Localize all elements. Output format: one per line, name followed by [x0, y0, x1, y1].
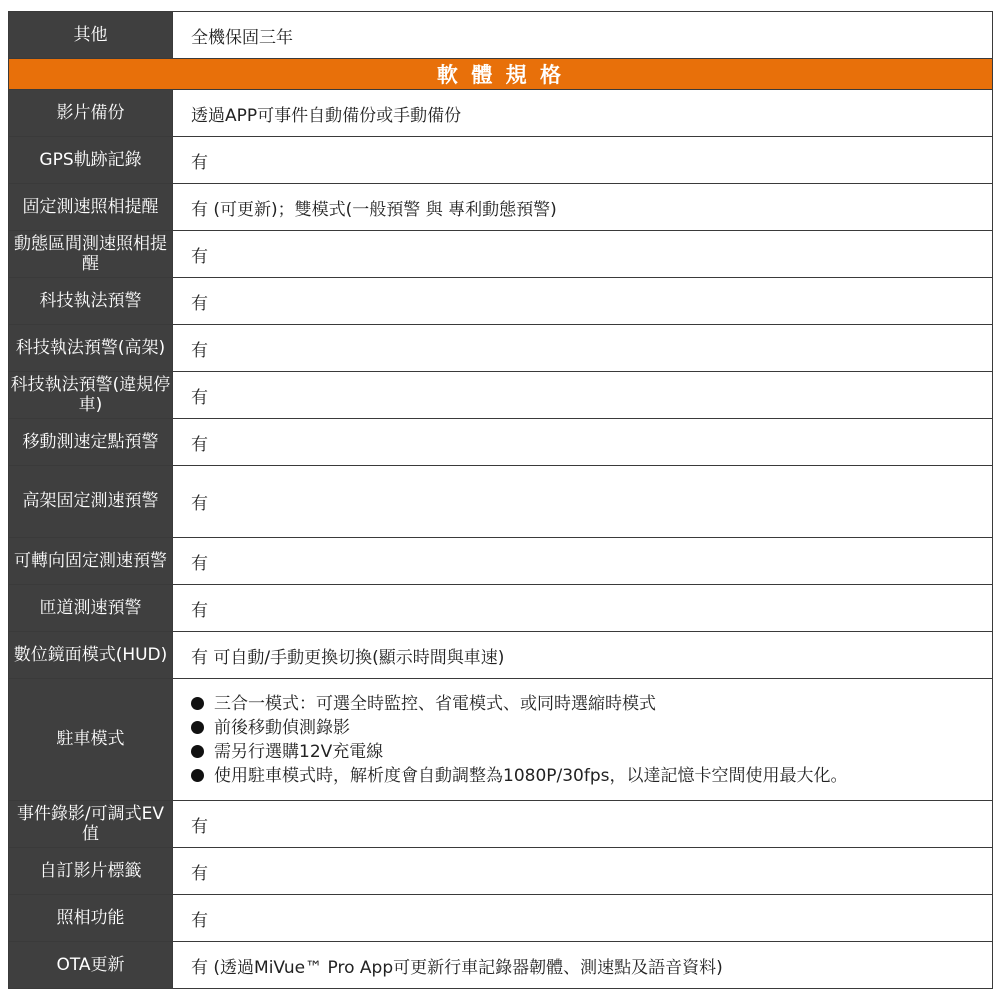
row-value: 有	[173, 848, 993, 895]
table-row	[9, 419, 993, 466]
row-value: 有 (透過MiVue™ Pro App可更新行車記錄器韌體、測速點及語音資料)	[173, 942, 993, 989]
section-header-row	[9, 59, 993, 90]
bullet-text: 三合一模式：可選全時監控、省電模式、或同時選縮時模式	[214, 693, 656, 714]
row-value: 透過APP可事件自動備份或手動備份	[173, 90, 993, 137]
bullet-text: 需另行選購12V充電線	[214, 741, 384, 762]
list-item	[191, 716, 992, 740]
bullet-icon	[191, 721, 204, 734]
table-row	[9, 895, 993, 942]
table-row	[9, 231, 993, 278]
bullet-icon	[191, 697, 204, 710]
row-label: 匝道測速預警	[9, 585, 173, 632]
row-label: 動態區間測速照相提醒	[9, 231, 173, 278]
row-label: OTA更新	[9, 942, 173, 989]
bullet-list	[191, 692, 992, 788]
row-value: 有	[173, 801, 993, 848]
table-row	[9, 632, 993, 679]
table-row	[9, 325, 993, 372]
row-label: 數位鏡面模式(HUD)	[9, 632, 173, 679]
row-value: 有	[173, 137, 993, 184]
table-row	[9, 90, 993, 137]
row-value: 有	[173, 231, 993, 278]
row-value-bullets	[173, 679, 993, 801]
row-label: 照相功能	[9, 895, 173, 942]
row-value: 有	[173, 372, 993, 419]
row-label: 影片備份	[9, 90, 173, 137]
row-label: 移動測速定點預警	[9, 419, 173, 466]
table-row	[9, 372, 993, 419]
row-value: 有	[173, 325, 993, 372]
bullet-text: 前後移動偵測錄影	[214, 717, 350, 738]
section-title: 軟 體 規 格	[9, 59, 993, 90]
row-value: 全機保固三年	[173, 12, 993, 59]
spec-table	[8, 11, 993, 989]
table-row	[9, 679, 993, 801]
row-value: 有	[173, 466, 993, 538]
row-label: 自訂影片標籤	[9, 848, 173, 895]
table-row	[9, 184, 993, 231]
row-value: 有 (可更新)；雙模式(一般預警 與 專利動態預警)	[173, 184, 993, 231]
table-row	[9, 538, 993, 585]
table-row	[9, 137, 993, 184]
list-item	[191, 692, 992, 716]
row-value: 有 可自動/手動更換切換(顯示時間與車速)	[173, 632, 993, 679]
row-label: 科技執法預警(違規停車)	[9, 372, 173, 419]
row-label: 駐車模式	[9, 679, 173, 801]
table-row	[9, 278, 993, 325]
row-label: 固定測速照相提醒	[9, 184, 173, 231]
row-label: GPS軌跡記錄	[9, 137, 173, 184]
table-row	[9, 942, 993, 989]
list-item	[191, 740, 992, 764]
row-label: 可轉向固定測速預警	[9, 538, 173, 585]
table-row	[9, 466, 993, 538]
table-row	[9, 848, 993, 895]
row-label: 其他	[9, 12, 173, 59]
row-value: 有	[173, 895, 993, 942]
bullet-text: 使用駐車模式時，解析度會自動調整為1080P/30fps，以達記憶卡空間使用最大化。	[214, 765, 848, 786]
row-value: 有	[173, 419, 993, 466]
table-row	[9, 12, 993, 59]
row-label: 科技執法預警(高架)	[9, 325, 173, 372]
bullet-icon	[191, 769, 204, 782]
row-value: 有	[173, 278, 993, 325]
list-item	[191, 764, 992, 788]
table-row	[9, 801, 993, 848]
row-label: 事件錄影/可調式EV值	[9, 801, 173, 848]
row-value: 有	[173, 538, 993, 585]
row-value: 有	[173, 585, 993, 632]
bullet-icon	[191, 745, 204, 758]
row-label: 高架固定測速預警	[9, 466, 173, 538]
table-row	[9, 585, 993, 632]
row-label: 科技執法預警	[9, 278, 173, 325]
